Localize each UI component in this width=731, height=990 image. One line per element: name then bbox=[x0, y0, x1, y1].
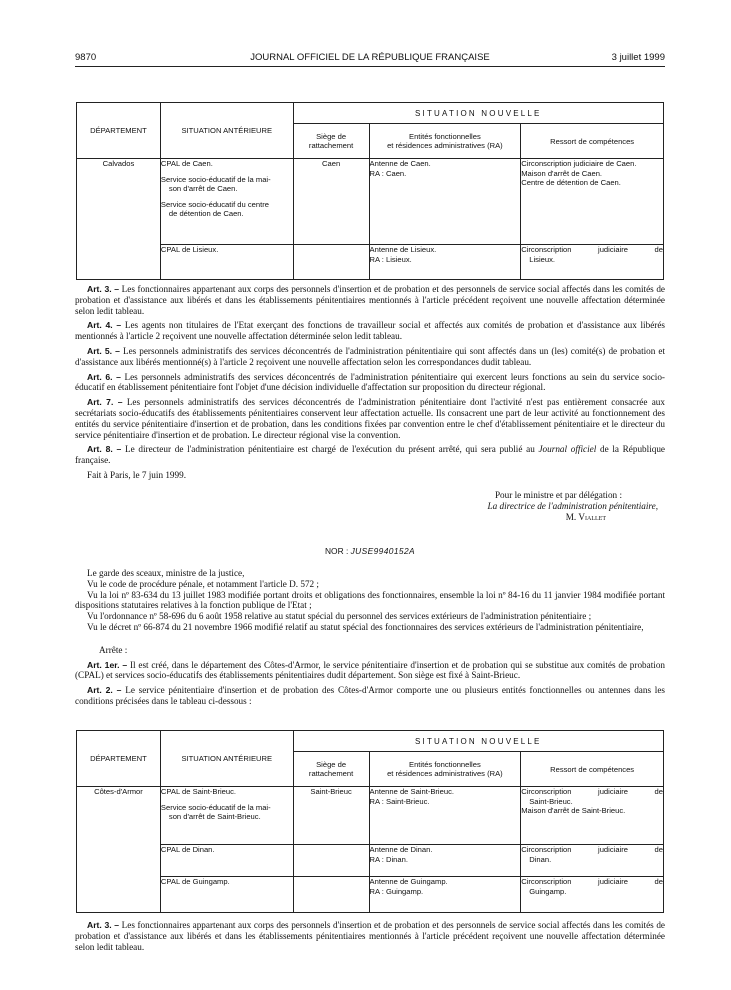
header-situation-nouvelle: SITUATION NOUVELLE bbox=[293, 103, 663, 124]
cell-anterieure: CPAL de Caen. Service socio-éducatif de la mai- son d'arrêt de Caen. Service socio-éducatif du centre de détention de Caen. bbox=[160, 159, 293, 245]
cell-siege bbox=[293, 877, 369, 913]
cell-departement: Calvados bbox=[77, 159, 161, 280]
article: Art. 2. – Le service pénitentiaire d'insertion et de probation des Côtes-d'Armor comporte une ou plusieurs entités fonctionnelles ou antennes dans les conditions précisées dans le tableau ci-dessous : bbox=[75, 685, 665, 706]
header-rule bbox=[75, 66, 665, 67]
signature-title: La directrice de l'administration pénitentiaire, bbox=[487, 501, 658, 511]
article: Art. 6. – Les personnels administratifs des services déconcentrés de l'administration pénitentiaire qui exercent leurs fonctions au sein du service socio-éducatif en établissement pénitentiaire font l'objet d'une décision individuelle d'affectation sur proposition du directeur régional. bbox=[75, 371, 665, 393]
cell-entites: Antenne de Saint-Brieuc. RA : Saint-Brieuc. bbox=[369, 787, 521, 845]
cell-anterieure: CPAL de Guingamp. bbox=[160, 877, 293, 913]
header-siege: Siège de rattachement bbox=[293, 124, 369, 159]
cell-entites: Antenne de Caen. RA : Caen. bbox=[369, 159, 521, 245]
signatory-name: M. Viallet bbox=[565, 512, 606, 522]
article-8: Art. 8. – Le directeur de l'administration pénitentiaire est chargé de l'exécution du présent arrêté, qui sera publié au Journal officiel de la République française. bbox=[75, 444, 666, 466]
fait-a-paris: Fait à Paris, le 7 juin 1999. bbox=[87, 469, 187, 480]
article: Art. 7. – Les personnels administratifs des services déconcentrés de l'administration pénitentiaire dont l'activité n'est pas entièrement consacrée aux secrétariats socio-éducatifs des établissements pénitentiaires conservent leur affectation actuelle. Ils consacrent une part de leur activité au fonctionnement des entités du service pénitentiaire d'insertion et de probation, dans les conditions fixées par convention entre le chef d'établissement pénitentiaire et le directeur du service pénitentiaire d'insertion et de probation. Le directeur régional vise la convention. bbox=[75, 397, 665, 440]
header-entites: Entités fonctionnelles et résidences administratives (RA) bbox=[369, 124, 521, 159]
preamble-line: Vu le décret nº 66-874 du 21 novembre 1966 modifié relatif au statut spécial des fonctionnaires des services extérieurs de l'administration pénitentiaire, bbox=[87, 621, 644, 632]
journal-title: JOURNAL OFFICIEL DE LA RÉPUBLIQUE FRANÇAISE bbox=[250, 52, 490, 63]
cell-anterieure: CPAL de Dinan. bbox=[160, 845, 293, 877]
articles-block-1 bbox=[75, 284, 665, 485]
cell-ressort: Circonscription judiciaire de Caen. Maison d'arrêt de Caen. Centre de détention de Caen. bbox=[521, 159, 664, 245]
cell-siege: Caen bbox=[293, 159, 369, 245]
preamble-line: Vu la loi nº 83-634 du 13 juillet 1983 modifiée portant droits et obligations des fonctionnaires, ensemble la loi nº 84-16 du 11 janvier 1984 modifiée portant dispositions statutaires relatives à la fonction publique de l'Etat ; bbox=[75, 589, 665, 611]
header-departement: DÉPARTEMENT bbox=[77, 103, 161, 159]
cell-ressort: Circonscription judiciaire de Saint-Brieuc. Maison d'arrêt de Saint-Brieuc. bbox=[521, 787, 664, 845]
header-situation-nouvelle: SITUATION NOUVELLE bbox=[293, 731, 663, 752]
header-situation-anterieure: SITUATION ANTÉRIEURE bbox=[160, 731, 293, 787]
cell-ressort: Circonscription judiciaire de Guingamp. bbox=[521, 877, 664, 913]
signature-block bbox=[360, 490, 658, 523]
preamble-line: Le garde des sceaux, ministre de la justice, bbox=[87, 568, 245, 578]
cell-siege bbox=[293, 245, 369, 280]
cell-anterieure: CPAL de Lisieux. bbox=[160, 245, 293, 280]
header-ressort: Ressort de compétences bbox=[521, 752, 664, 787]
assignment-table-cotes-darmor bbox=[76, 730, 664, 913]
article: Art. 3. – Les fonctionnaires appartenant aux corps des personnels d'insertion et de probation et des personnels de service social affectés dans les comités de probation et d'assistance aux libérés et dans les établissements pénitentiaires mentionnés à l'article précédent reçoivent une nouvelle affectation déterminée selon ledit tableau. bbox=[75, 284, 665, 316]
cell-anterieure: CPAL de Saint-Brieuc. Service socio-éducatif de la mai- son d'arrêt de Saint-Brieuc. bbox=[160, 787, 293, 845]
article: Art. 3. – Les fonctionnaires appartenant aux corps des personnels d'insertion et de probation et des personnels de service social affectés dans les comités de probation et d'assistance aux libérés et dans les établissements pénitentiaires mentionnés à l'article précédent reçoivent une nouvelle affectation déterminée selon ledit tableau. bbox=[75, 920, 665, 952]
article: Art. 4. – Les agents non titulaires de l'Etat exerçant des fonctions de travailleur social et affectés aux comités de probation et d'assistance aux libérés mentionnés à l'article 2 reçoivent une nouvelle affectation déterminée selon ledit tableau. bbox=[75, 320, 665, 342]
header-departement: DÉPARTEMENT bbox=[77, 731, 161, 787]
preamble-line: Vu l'ordonnance nº 58-696 du 6 août 1958 relative au statut spécial du personnel des services extérieurs de l'administration pénitentiaire ; bbox=[87, 611, 592, 622]
cell-entites: Antenne de Lisieux. RA : Lisieux. bbox=[369, 245, 521, 280]
article: Art. 1er. – Il est créé, dans le département des Côtes-d'Armor, le service pénitentiaire d'insertion et de probation qui se substitue aux comités de probation (CPAL) et services socio-éducatifs des établissements pénitentiaires dudit département. Son siège est fixé à Saint-Brieuc. bbox=[75, 659, 666, 681]
cell-departement: Côtes-d'Armor bbox=[77, 787, 161, 913]
preamble-line: Vu le code de procédure pénale, et notamment l'article D. 572 ; bbox=[87, 578, 319, 589]
articles-block-3 bbox=[75, 920, 665, 956]
cell-siege bbox=[293, 845, 369, 877]
issue-date: 3 juillet 1999 bbox=[611, 52, 665, 63]
header-situation-anterieure: SITUATION ANTÉRIEURE bbox=[160, 103, 293, 159]
assignment-table-calvados bbox=[76, 102, 664, 280]
signature-line: Pour le ministre et par délégation : bbox=[494, 490, 622, 500]
cell-entites: Antenne de Dinan. RA : Dinan. bbox=[369, 845, 521, 877]
header-siege: Siège de rattachement bbox=[293, 752, 369, 787]
nor-reference: NOR : JUSE9940152A bbox=[325, 546, 415, 556]
cell-entites: Antenne de Guingamp. RA : Guingamp. bbox=[369, 877, 521, 913]
article: Art. 5. – Les personnels administratifs des services déconcentrés de l'administration pénitentiaire qui sont affectés dans un (les) comité(s) de probation et d'assistance aux libérés mentionné(s) à l'article 2 reçoivent une nouvelle affectation selon les correspondances dudit tableau. bbox=[75, 345, 666, 367]
arrete: Arrête : bbox=[99, 644, 128, 655]
cell-ressort: Circonscription judiciaire de Dinan. bbox=[521, 845, 664, 877]
articles-block-2 bbox=[75, 568, 665, 711]
cell-ressort: Circonscription judiciaire de Lisieux. bbox=[521, 245, 664, 280]
header-entites: Entités fonctionnelles et résidences administratives (RA) bbox=[369, 752, 521, 787]
page-number: 9870 bbox=[75, 52, 97, 63]
cell-siege: Saint-Brieuc bbox=[293, 787, 369, 845]
header-ressort: Ressort de compétences bbox=[521, 124, 664, 159]
